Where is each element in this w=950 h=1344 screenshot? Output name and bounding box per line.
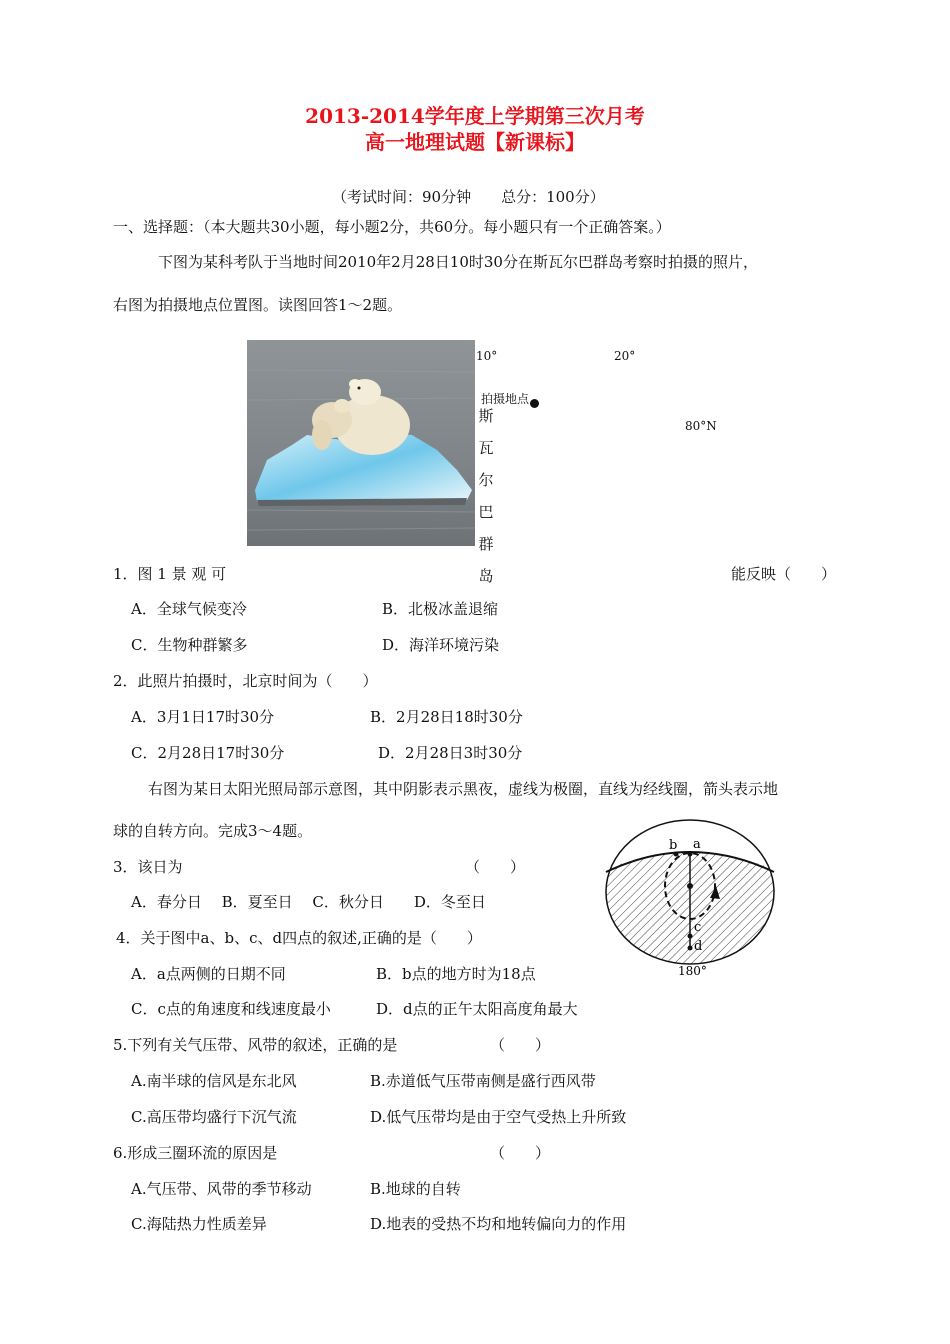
- map-spot-marker: [530, 399, 539, 408]
- q1-stem-right: 能反映（ ）: [731, 565, 837, 583]
- q1-option-c: C．生物种群繁多: [131, 636, 248, 654]
- map-longitude-20: 20°: [614, 349, 636, 363]
- q6-stem: 6.形成三圈环流的原因是: [113, 1144, 278, 1162]
- q3-options: A．春分日 B．夏至日 C．秋分日 D．冬至日: [131, 893, 486, 911]
- q2-option-b: B．2月28日18时30分: [370, 708, 523, 726]
- map-spot-label: 拍摄地点: [481, 392, 530, 406]
- exam-info: （考试时间：90分钟 总分：100分）: [332, 188, 605, 206]
- q1-option-a: A．全球气候变冷: [131, 600, 247, 618]
- q4-option-b: B．b点的地方时为18点: [376, 965, 536, 983]
- island-char: 斯: [478, 407, 494, 425]
- q5-stem: 5.下列有关气压带、风带的叙述，正确的是: [113, 1036, 398, 1054]
- pole-point: [687, 883, 693, 889]
- island-char: 群: [478, 535, 494, 553]
- q5-option-a: A.南半球的信风是东北风: [131, 1072, 297, 1090]
- q3-answer-paren: （ ）: [465, 858, 526, 876]
- label-d: d: [694, 939, 703, 954]
- exam-title-line1: 2013-2014学年度上学期第三次月考: [305, 104, 645, 128]
- q4-stem: 4．关于图中a、b、c、d四点的叙述,正确的是（ ）: [116, 929, 482, 947]
- intro2-line2: 球的自转方向。完成3～4题。: [113, 822, 313, 840]
- point-d: [688, 946, 693, 951]
- q6-answer-paren: （ ）: [490, 1144, 551, 1162]
- q5-option-d: D.低气压带均是由于空气受热上升所致: [370, 1108, 627, 1126]
- intro2-line1: 右图为某日太阳光照局部示意图，其中阴影表示黑夜，虚线为极圈，直线为经线圈，箭头表示地: [148, 780, 779, 798]
- q3-stem: 3．该日为: [113, 858, 183, 876]
- label-b: b: [669, 838, 678, 853]
- q1-option-b: B．北极冰盖退缩: [382, 600, 499, 618]
- q6-option-a: A.气压带、风带的季节移动: [131, 1180, 312, 1198]
- q4-option-c: C．c点的角速度和线速度最小: [131, 1000, 331, 1018]
- label-a: a: [693, 837, 701, 852]
- label-180: 180°: [678, 964, 707, 978]
- island-char: 瓦: [478, 439, 494, 457]
- q2-stem: 2．此照片拍摄时，北京时间为（ ）: [113, 672, 378, 690]
- exam-title-line2: 高一地理试题【新课标】: [365, 130, 585, 154]
- q1-option-d: D．海洋环境污染: [382, 636, 500, 654]
- island-name-vertical: [478, 400, 494, 592]
- q4-option-a: A．a点两侧的日期不同: [131, 965, 286, 983]
- q2-option-a: A．3月1日17时30分: [131, 708, 275, 726]
- sunlight-diagram: [600, 800, 790, 980]
- q6-option-b: B.地球的自转: [370, 1180, 461, 1198]
- section-heading: 一、选择题：（本大题共30小题，每小题2分，共60分。每小题只有一个正确答案。）: [113, 218, 671, 236]
- q6-option-d: D.地表的受热不均和地转偏向力的作用: [370, 1215, 627, 1233]
- q1-stem-left: 1．图 1 景 观 可: [113, 565, 227, 583]
- q6-option-c: C.海陆热力性质差异: [131, 1215, 267, 1233]
- q5-option-b: B.赤道低气压带南侧是盛行西风带: [370, 1072, 596, 1090]
- map-longitude-10: 10°: [476, 349, 498, 363]
- island-char: 岛: [478, 567, 494, 585]
- q5-option-c: C.高压带均盛行下沉气流: [131, 1108, 297, 1126]
- island-char: 尔: [478, 471, 494, 489]
- polar-bear-photo: [247, 340, 475, 546]
- map-latitude-label: 80°N: [685, 419, 717, 433]
- intro-text-line2: 右图为拍摄地点位置图。读图回答1～2题。: [113, 296, 403, 314]
- label-c: c: [694, 920, 702, 935]
- island-char: 巴: [478, 503, 494, 521]
- point-c: [688, 934, 693, 939]
- intro-text-line1: 下图为某科考队于当地时间2010年2月28日10时30分在斯瓦尔巴群岛考察时拍摄的照片，: [158, 253, 758, 271]
- point-a: [688, 852, 693, 857]
- q4-option-d: D．d点的正午太阳高度角最大: [376, 1000, 578, 1018]
- q2-option-c: C．2月28日17时30分: [131, 744, 285, 762]
- q5-answer-paren: （ ）: [490, 1036, 551, 1054]
- q2-option-d: D．2月28日3时30分: [378, 744, 523, 762]
